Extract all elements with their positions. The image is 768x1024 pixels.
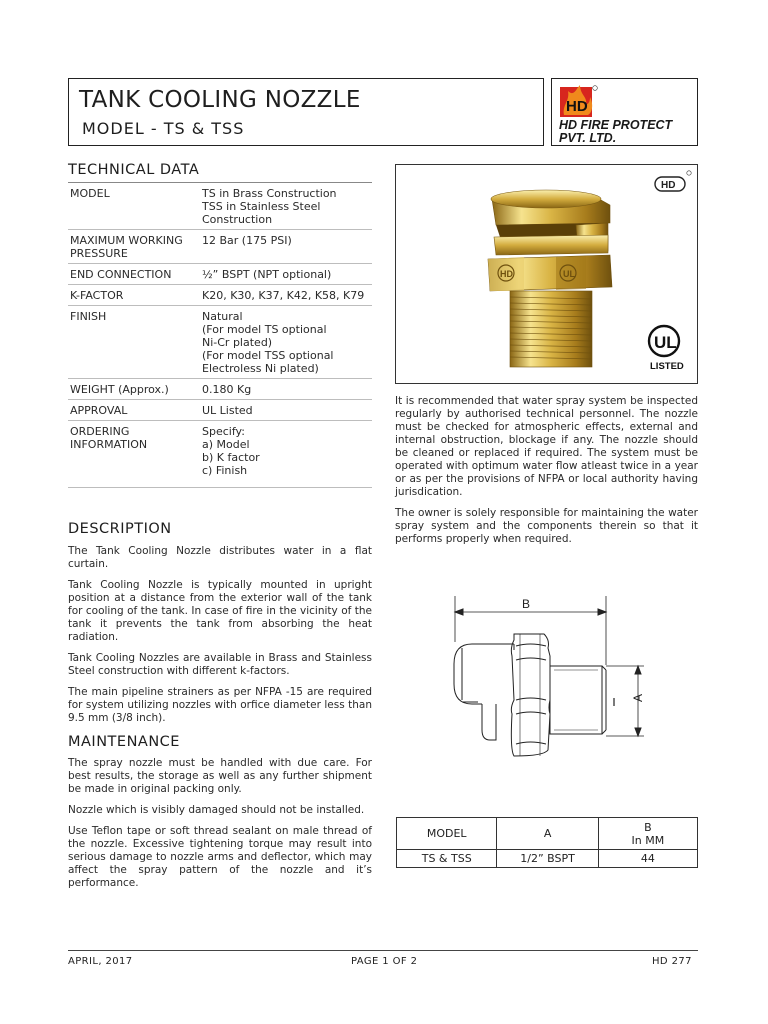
recommendation-text [395, 395, 698, 554]
dim-cell-model: TS & TSS [397, 850, 497, 868]
tech-row-label: K-FACTOR [68, 285, 202, 306]
footer-divider [68, 950, 698, 951]
body-hd-emboss: HD [500, 269, 513, 279]
ul-listed-text: LISTED [650, 361, 684, 372]
deflector-arm [454, 644, 514, 740]
tech-row-label: MAXIMUM WORKING PRESSURE [68, 230, 202, 264]
hd-badge-icon [655, 171, 691, 191]
hex-ul-emboss: UL [563, 269, 575, 279]
tech-row-value: UL Listed [202, 400, 372, 421]
technical-data-heading: TECHNICAL DATA [68, 162, 200, 178]
page-subtitle: MODEL - TS & TSS [82, 119, 245, 138]
hd-flame-logo-icon [558, 83, 598, 119]
maintenance-paragraph: Use Teflon tape or soft thread sealant on male thread of the nozzle. Excessive tightening torque may result into serious damage to nozzle arms and deflector, which may affect the spray pattern of the nozzle and it’s performance. [68, 825, 372, 889]
tech-row-value: K20, K30, K37, K42, K58, K79 [202, 285, 372, 306]
recommendation-paragraph: It is recommended that water spray system be inspected regularly by authorised technical personnel. The nozzle must be checked for atmospheric effects, external and internal obstruction, blockage if any. The nozzle should be cleaned or replaced if required. The system must be operated with optimum water flow atleast twice in a year or as per the provisions of NFPA or local authority having jurisdication. [395, 395, 698, 498]
company-name-line1: HD FIRE PROTECT [559, 118, 673, 132]
page-title: TANK COOLING NOZZLE [79, 87, 361, 113]
maintenance-heading: MAINTENANCE [68, 734, 180, 750]
tech-row-label: WEIGHT (Approx.) [68, 379, 202, 400]
tech-row-label: END CONNECTION [68, 264, 202, 285]
company-logo-box [551, 78, 698, 146]
dim-header-b-unit: In MM [631, 833, 665, 847]
dimension-a-label: A [631, 693, 645, 702]
tech-row-label: ORDERING INFORMATION [68, 421, 202, 488]
tech-row-value: Specify: a) Model b) K factor c) Finish [202, 421, 372, 488]
tech-row [68, 285, 372, 306]
dimension-table [396, 817, 698, 868]
company-name-line2: PVT. LTD. [559, 131, 617, 145]
recommendation-paragraph: The owner is solely responsible for maintaining the water spray system and the components therein so that it performs properly when required. [395, 507, 698, 545]
tech-row-label: MODEL [68, 183, 202, 230]
tech-row-value: 12 Bar (175 PSI) [202, 230, 372, 264]
drawing-hex-body [511, 634, 550, 756]
dim-cell-a: 1/2” BSPT [497, 850, 598, 868]
dim-cell-b: 44 [598, 850, 697, 868]
dimension-b-line [455, 596, 606, 665]
description-paragraph: The main pipeline strainers as per NFPA -15 are required for system utilizing nozzles with orfice diameter less than 9.5 mm (3/8 inch). [68, 686, 372, 724]
description-paragraph: Tank Cooling Nozzle is typically mounted in upright position at a distance from the exterior wall of the tank for cooling of the tank. In case of fire in the vicinity of the tank it prevents the tank from absorbing the heat radiation. [68, 579, 372, 643]
drawing-thread [550, 666, 606, 734]
tech-row-label: FINISH [68, 306, 202, 379]
deflector-head [491, 190, 610, 255]
dim-header-model: MODEL [397, 818, 497, 850]
ul-mark-text: UL [654, 333, 677, 352]
product-photo-frame [395, 164, 698, 384]
tech-row [68, 306, 372, 379]
hd-badge-text: HD [661, 180, 676, 191]
ul-listed-icon [649, 326, 684, 372]
tech-row [68, 379, 372, 400]
dim-header-b [598, 818, 697, 850]
tech-row [68, 230, 372, 264]
company-name [559, 119, 672, 145]
description-paragraph: Tank Cooling Nozzles are available in Brass and Stainless Steel construction with different k-factors. [68, 652, 372, 677]
footer-date: APRIL, 2017 [68, 956, 133, 967]
dimension-b-label: B [522, 597, 531, 611]
maintenance-text [68, 757, 372, 898]
nozzle-photo [396, 165, 697, 383]
maintenance-paragraph: Nozzle which is visibly damaged should not be installed. [68, 804, 365, 816]
technical-data-table [68, 182, 372, 488]
maintenance-paragraph: The spray nozzle must be handled with due care. For best results, the storage as well as any further shipment be made in original packing only. [68, 757, 372, 795]
tech-row-value: ½” BSPT (NPT optional) [202, 264, 372, 285]
tech-row [68, 421, 372, 488]
tech-row-value: TS in Brass Construction TSS in Stainless Steel Construction [202, 183, 372, 230]
nozzle-dimension-drawing [430, 590, 650, 765]
svg-text:HD: HD [566, 98, 588, 115]
tech-row-value: 0.180 Kg [202, 379, 372, 400]
tech-row-value: Natural (For model TS optional Ni-Cr plated) (For model TSS optional Electroless Ni plated) [202, 306, 372, 379]
hex-body [488, 255, 612, 291]
tech-row-label: APPROVAL [68, 400, 202, 421]
tech-row [68, 183, 372, 230]
dim-header-a: A [497, 818, 598, 850]
tech-row [68, 400, 372, 421]
title-box [68, 78, 544, 146]
description-text [68, 545, 372, 733]
description-paragraph: The Tank Cooling Nozzle distributes water in a flat curtain. [68, 545, 372, 570]
tech-row [68, 264, 372, 285]
dim-header-b-letter: B [644, 820, 652, 834]
footer-page-number: PAGE 1 OF 2 [351, 956, 418, 967]
threaded-shank [510, 291, 592, 367]
footer-doc-code: HD 277 [652, 956, 692, 967]
description-heading: DESCRIPTION [68, 521, 172, 537]
